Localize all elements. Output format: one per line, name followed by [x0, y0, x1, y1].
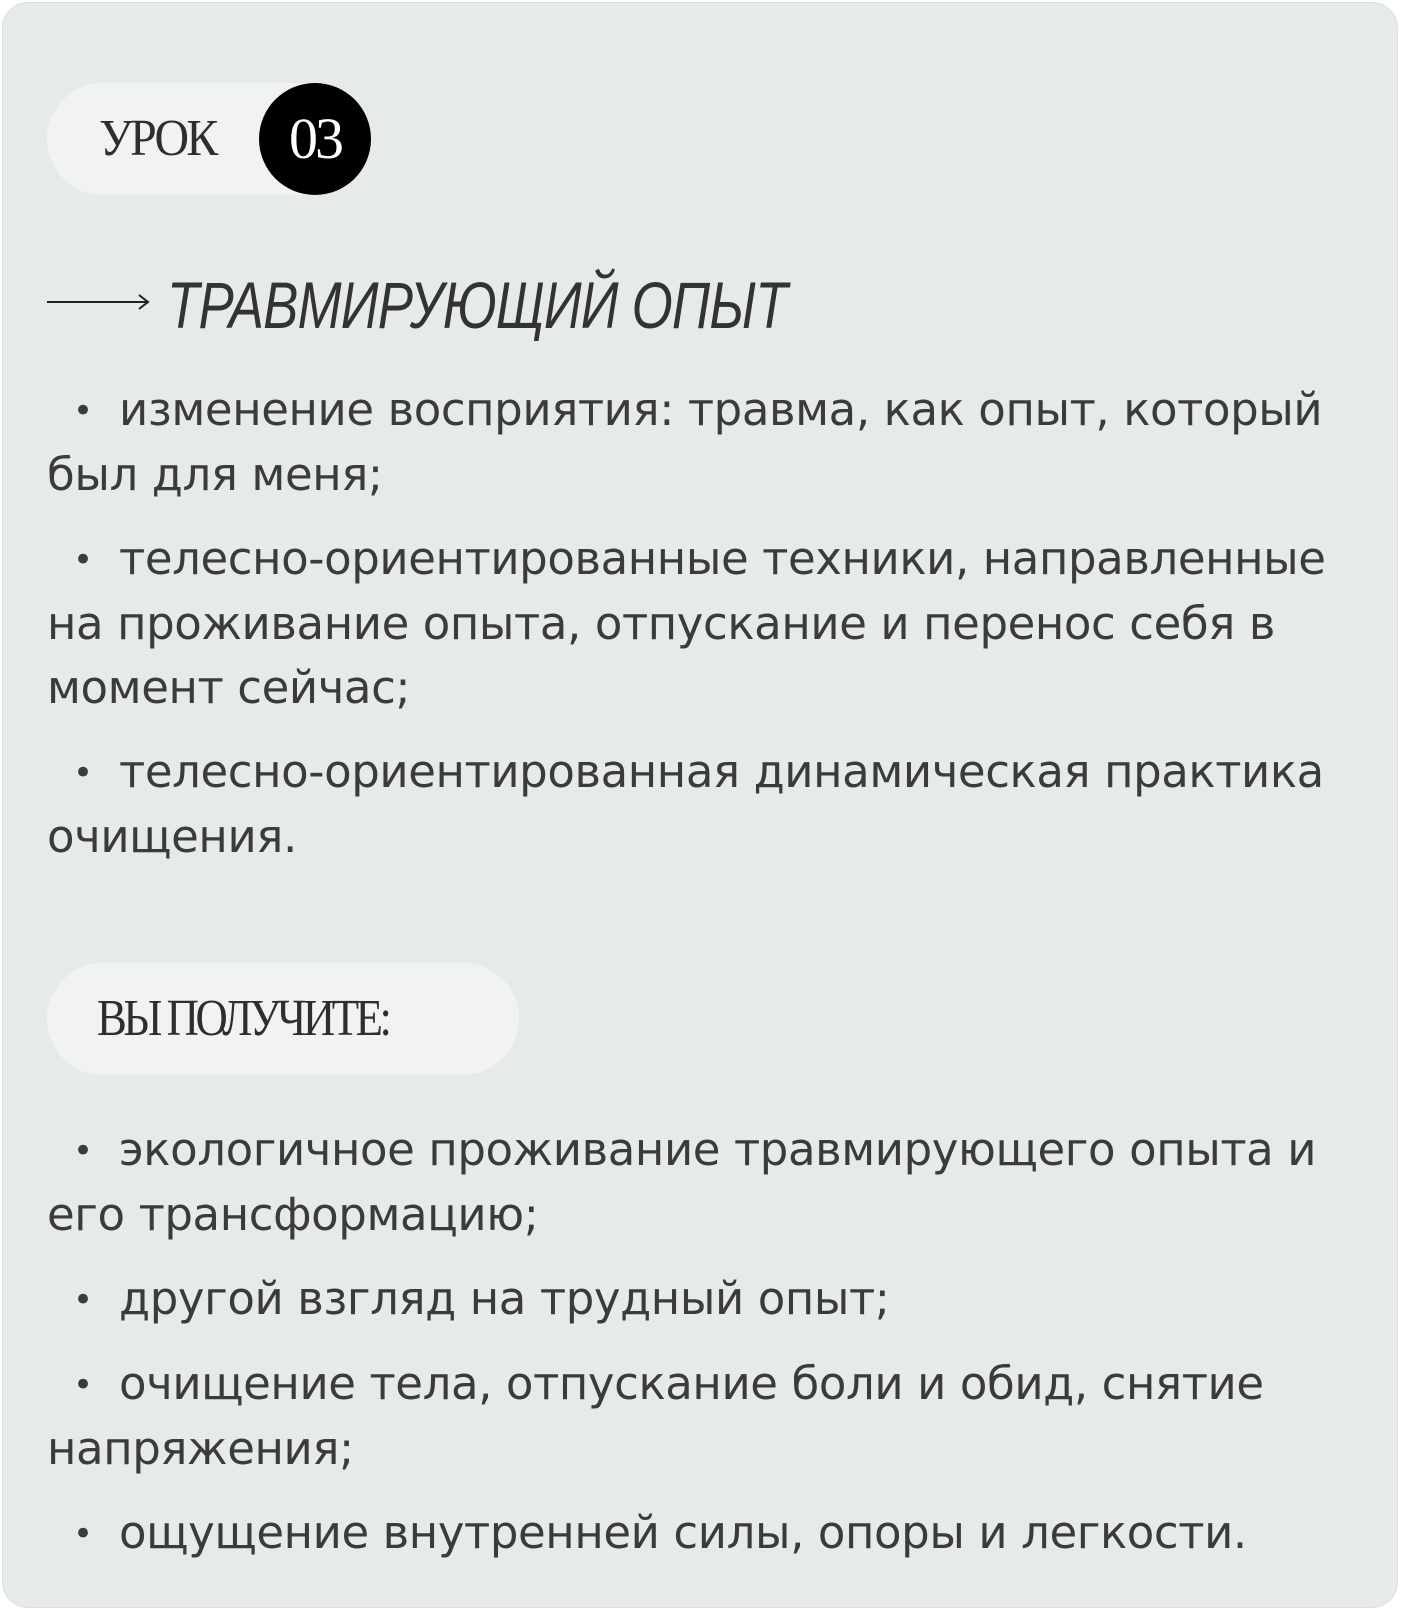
topics-list — [47, 378, 1367, 869]
outcomes-list — [47, 1118, 1367, 1586]
section-title: ТРАВМИРУЮЩИЙ ОПЫТ — [167, 268, 787, 342]
list-item-text: экологичное проживание травмирующего опыта и его трансформацию; — [47, 1123, 1317, 1241]
bullet-dot-icon: • — [73, 1280, 93, 1320]
list-item-text: ощущение внутренней силы, опоры и легкости. — [119, 1506, 1247, 1559]
outcomes-label: ВЫ ПОЛУЧИТЕ: — [97, 990, 389, 1047]
bullet-dot-icon: • — [73, 1131, 93, 1171]
lesson-card — [2, 2, 1398, 1608]
lesson-number: 03 — [259, 83, 371, 195]
list-item — [47, 1118, 1367, 1247]
list-item-text: другой взгляд на трудный опыт; — [119, 1272, 890, 1325]
list-item-text: телесно-ориентированная динамическая практика очищения. — [47, 745, 1324, 863]
list-item — [47, 1501, 1367, 1566]
bullet-dot-icon: • — [73, 540, 93, 580]
list-item — [47, 378, 1367, 507]
lesson-label: УРОК — [99, 110, 216, 167]
bullet-dot-icon: • — [73, 753, 93, 793]
list-item — [47, 527, 1367, 720]
outcomes-badge — [47, 963, 519, 1075]
list-item — [47, 1352, 1367, 1481]
bullet-dot-icon: • — [73, 1365, 93, 1405]
list-item-text: очищение тела, отпускание боли и обид, снятие напряжения; — [47, 1357, 1264, 1475]
list-item-text: телесно-ориентированные техники, направленные на проживание опыта, отпускание и перенос себя в момент сейчас; — [47, 532, 1326, 714]
list-item-text: изменение восприятия: травма, как опыт, который был для меня; — [47, 383, 1323, 501]
long-right-arrow-icon — [47, 291, 151, 313]
list-item — [47, 1267, 1367, 1332]
lesson-badge — [47, 83, 369, 195]
list-item — [47, 740, 1367, 869]
bullet-dot-icon: • — [73, 1514, 93, 1554]
bullet-dot-icon: • — [73, 391, 93, 431]
